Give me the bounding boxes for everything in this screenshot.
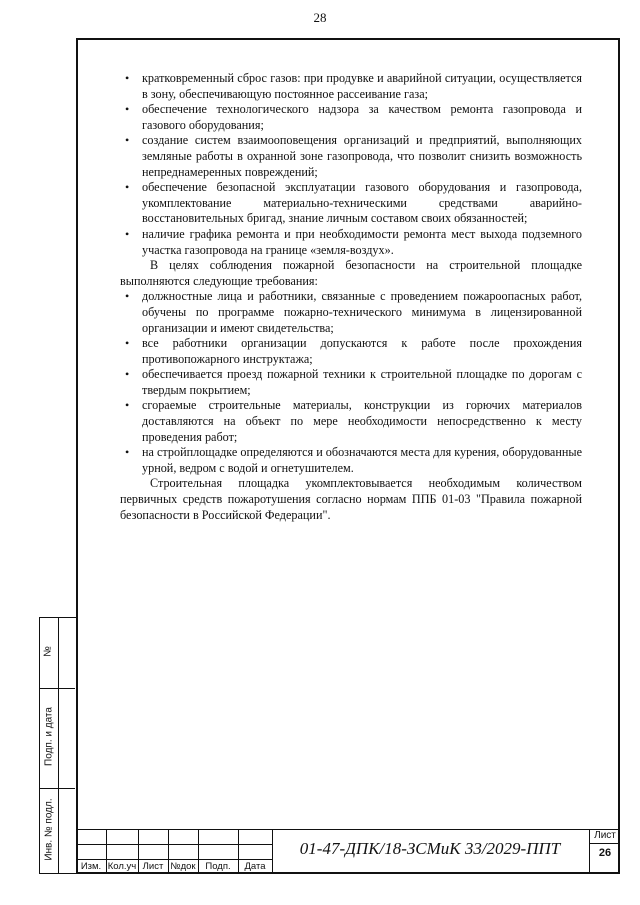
signature-label: Подп. <box>205 861 231 872</box>
sheet-number: 26 <box>598 847 612 859</box>
title-block <box>76 829 620 874</box>
paragraph-fire-safety-intro: В целях соблюдения пожарной безопасности на строительной площадке выполняются следующие требования: <box>120 258 582 288</box>
sheet-box <box>589 829 620 874</box>
date-label: Дата <box>244 861 266 872</box>
fire-requirements-list <box>120 289 582 476</box>
list-item: • все работники организации допускаются к работе после прохождения противопожарного инструктажа; <box>120 336 582 367</box>
list-item: • сгораемые строительные материалы, конструкции из горючих материалов доставляются на объект по мере необходимости непосредственно к месту проведения работ; <box>120 398 582 445</box>
stamp-sign-date-label: Подп. и дата <box>43 707 55 766</box>
list-item: • обеспечение безопасной эксплуатации газового оборудования и газопровода, укомплектование материально-техническими средствами аварийно-восстановительных бригад, знание личным составом своих обязанностей; <box>120 180 582 227</box>
sheet-col-label: Лист <box>142 861 164 872</box>
page-number: 28 <box>313 10 327 25</box>
doc-number-label: №док <box>170 861 196 872</box>
revision-grid <box>76 829 272 874</box>
list-item: • на стройплощадке определяются и обозначаются места для курения, оборудованные урной, ведром с водой и огнетушителем. <box>120 445 582 476</box>
stamp-number-label: № <box>42 646 54 657</box>
document-code: 01-47-ДПК/18-ЗСМиК 33/2029-ППТ <box>299 839 561 858</box>
list-item: • обеспечение технологического надзора за качеством ремонта газопровода и газового оборудования; <box>120 102 582 133</box>
list-item: • должностные лица и работники, связанные с проведением пожароопасных работ, обучены по программе пожарно-технического минимума в лицензированной организации и имеют свидетельства; <box>120 289 582 336</box>
stamp-inventory-label: Инв. № подл. <box>43 798 55 861</box>
list-item: • обеспечивается проезд пожарной техники к строительной площадке по дорогам с твердым покрытием; <box>120 367 582 398</box>
list-item: • кратковременный сброс газов: при продувке и аварийной ситуации, осуществляется в зону, обеспечивающую постоянное рассеивание газа; <box>120 71 582 102</box>
measures-list <box>120 71 582 258</box>
sheet-label: Лист <box>594 830 616 841</box>
side-stamp <box>39 617 76 874</box>
document-body <box>120 71 582 523</box>
paragraph-fire-equipment: Строительная площадка укомплектовывается необходимым количеством первичных средств пожаротушения согласно нормам ППБ 01-03 "Правила пожарной безопасности в Российской Федерации". <box>120 476 582 522</box>
revision-label: Изм. <box>80 861 102 872</box>
list-item: • создание систем взаимооповещения организаций и предприятий, выполняющих земляные работы в охранной зоне газопровода, что позволит снизить возможность непреднамеренных повреждений; <box>120 133 582 180</box>
quantity-label: Кол.уч <box>107 861 137 872</box>
list-item: • наличие графика ремонта и при необходимости ремонта мест выхода подземного участка газопровода на границе «земля-воздух». <box>120 227 582 258</box>
